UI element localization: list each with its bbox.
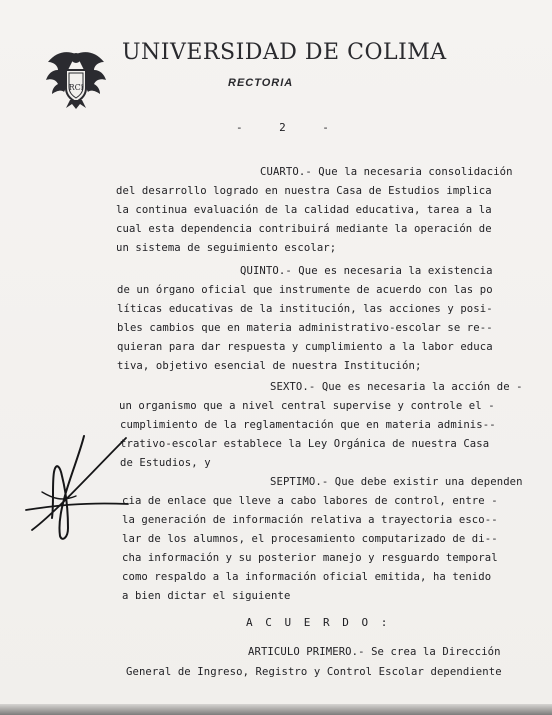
body-line: SEPTIMO.- Que debe existir una dependen: [270, 476, 523, 488]
body-line: un sistema de seguimiento escolar;: [116, 242, 337, 254]
body-line: QUINTO.- Que es necesaria la existencia: [240, 265, 493, 277]
handwritten-signature: [22, 432, 132, 544]
acuerdo-heading: A C U E R D O :: [246, 616, 391, 629]
body-line: SEXTO.- Que es necesaria la acción de -: [270, 381, 523, 393]
body-line: bles cambios que en materia administrativo-escolar se re--: [117, 322, 493, 334]
office-name: RECTORIA: [228, 77, 294, 89]
crest-monogram: RCi: [68, 83, 84, 92]
body-line: un organismo que a nivel central supervise y controle el -: [119, 400, 495, 412]
body-line: de Estudios, y: [120, 457, 211, 469]
university-name: UNIVERSIDAD DE COLIMA: [122, 40, 447, 65]
body-line: cha información y su posterior manejo y resguardo temporal: [122, 552, 498, 564]
body-line: la continua evaluación de la calidad educativa, tarea a la: [116, 204, 492, 216]
body-line: cumplimiento de la reglamentación que en materia adminis--: [120, 419, 496, 431]
body-line: quieran para dar respuesta y cumplimiento a la labor educa: [117, 341, 493, 353]
university-crest-icon: [44, 48, 108, 110]
page-number: - 2 -: [236, 121, 331, 134]
body-line: como respaldo a la información oficial emitida, ha tenido: [122, 571, 492, 583]
body-line: CUARTO.- Que la necesaria consolidación: [260, 166, 513, 178]
body-line: a bien dictar el siguiente: [122, 590, 291, 602]
body-line: cia de enlace que lleve a cabo labores de control, entre -: [122, 495, 498, 507]
body-line: trativo-escolar establece la Ley Orgánica de nuestra Casa: [120, 438, 490, 450]
body-line: de un órgano oficial que instrumente de acuerdo con las po: [117, 284, 493, 296]
scan-bottom-edge: [0, 704, 552, 715]
body-line: líticas educativas de la institución, las acciones y posi-: [117, 303, 493, 315]
body-line: General de Ingreso, Registro y Control Escolar dependiente: [126, 666, 502, 678]
body-line: la generación de información relativa a trayectoria esco--: [122, 514, 498, 526]
body-line: tiva, objetivo esencial de nuestra Institución;: [117, 360, 422, 372]
body-line: ARTICULO PRIMERO.- Se crea la Dirección: [248, 646, 501, 658]
body-line: cual esta dependencia contribuirá mediante la operación de: [116, 223, 492, 235]
body-line: del desarrollo logrado en nuestra Casa de Estudios implica: [116, 185, 492, 197]
body-line: lar de los alumnos, el procesamiento computarizado de di--: [122, 533, 498, 545]
